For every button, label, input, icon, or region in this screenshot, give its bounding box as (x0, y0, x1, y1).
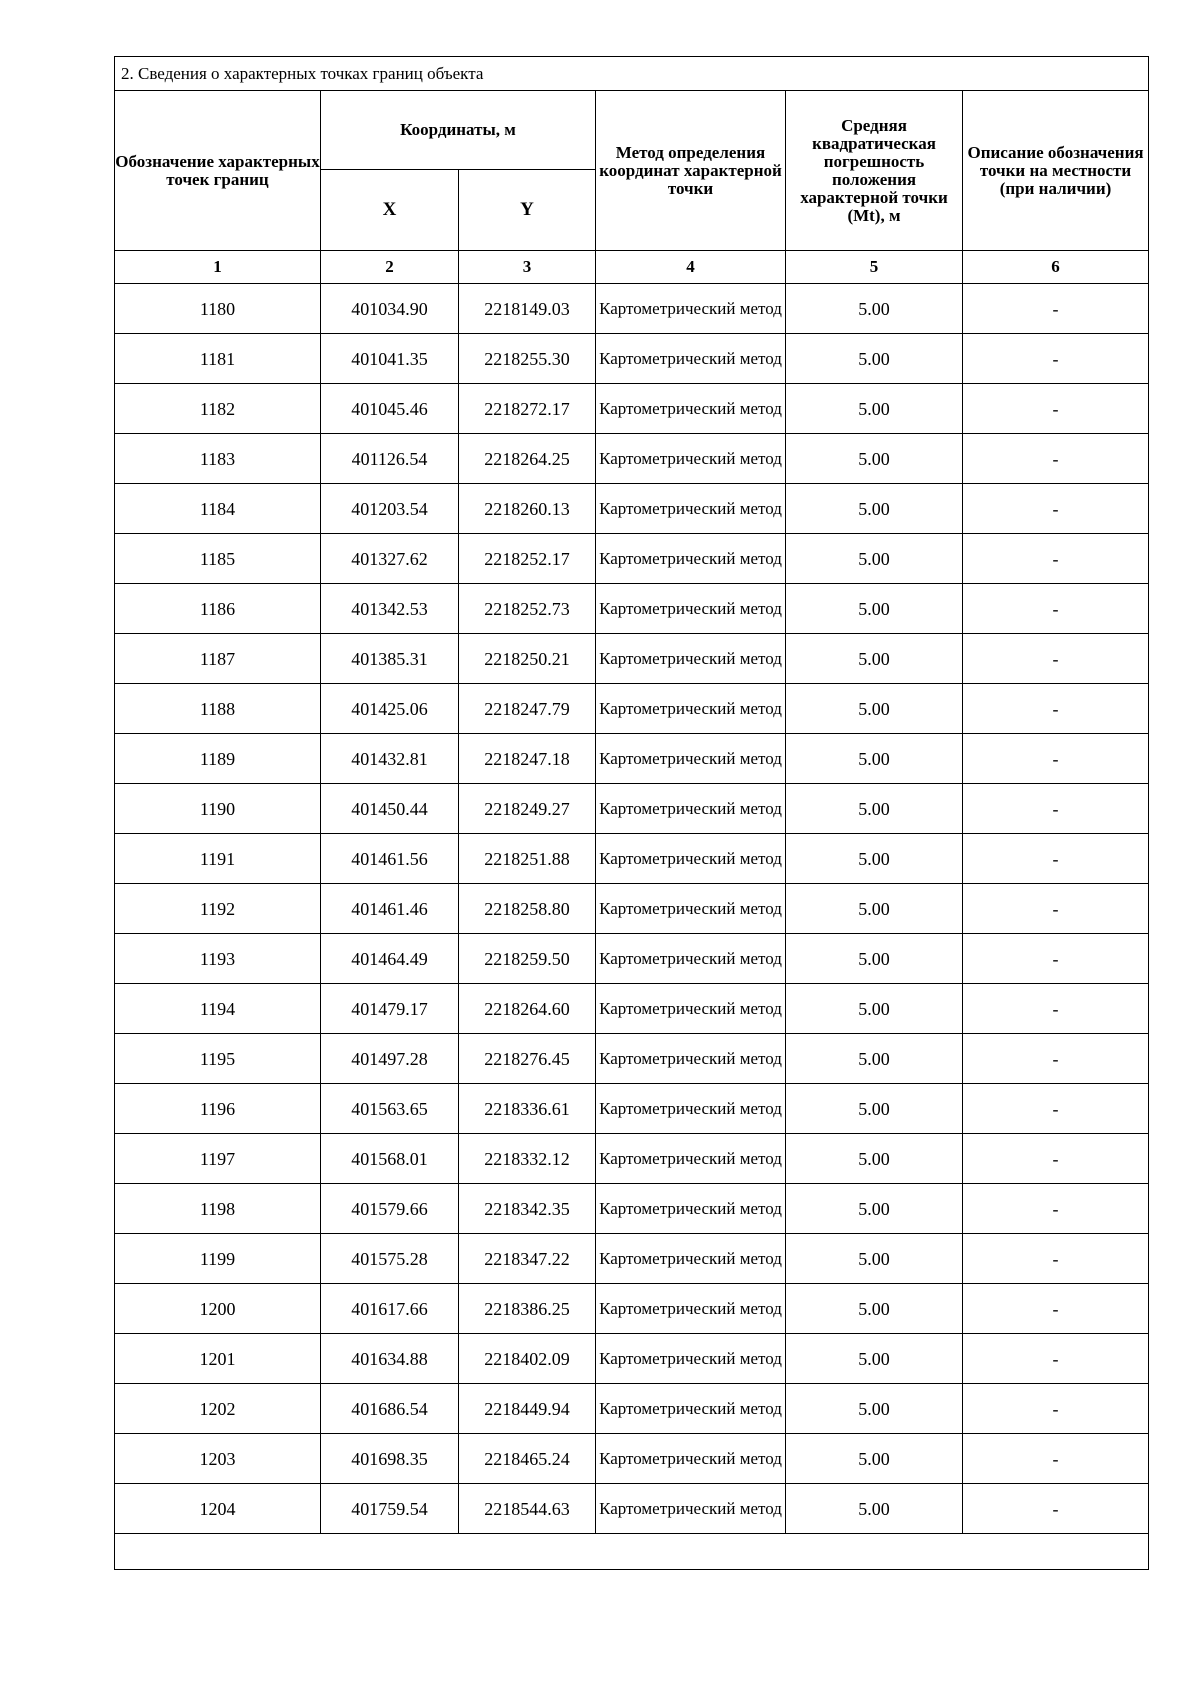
x-coordinate-cell: 401759.54 (321, 1484, 459, 1534)
x-coordinate-cell: 401203.54 (321, 484, 459, 534)
table-row (115, 1434, 1149, 1484)
table-row (115, 1184, 1149, 1234)
error-cell: 5.00 (786, 1484, 963, 1534)
table-row (115, 1084, 1149, 1134)
table-row (115, 884, 1149, 934)
table-row (115, 1034, 1149, 1084)
method-cell: Картометрический метод (596, 1434, 786, 1484)
x-coordinate-cell: 401432.81 (321, 734, 459, 784)
method-cell: Картометрический метод (596, 834, 786, 884)
table-row (115, 1284, 1149, 1334)
method-cell: Картометрический метод (596, 984, 786, 1034)
method-cell: Картометрический метод (596, 1034, 786, 1084)
method-cell: Картометрический метод (596, 684, 786, 734)
point-id-cell: 1200 (115, 1284, 321, 1334)
boundary-points-table (114, 56, 1149, 1570)
description-cell: - (963, 634, 1149, 684)
x-coordinate-cell: 401041.35 (321, 334, 459, 384)
error-cell: 5.00 (786, 1084, 963, 1134)
point-id-cell: 1184 (115, 484, 321, 534)
x-coordinate-cell: 401686.54 (321, 1384, 459, 1434)
column-number: 3 (459, 251, 596, 284)
y-coordinate-cell: 2218258.80 (459, 884, 596, 934)
point-id-cell: 1191 (115, 834, 321, 884)
point-id-cell: 1202 (115, 1384, 321, 1434)
table-row (115, 334, 1149, 384)
y-coordinate-cell: 2218255.30 (459, 334, 596, 384)
point-id-cell: 1193 (115, 934, 321, 984)
x-coordinate-cell: 401479.17 (321, 984, 459, 1034)
table-row (115, 1134, 1149, 1184)
y-coordinate-cell: 2218252.17 (459, 534, 596, 584)
method-cell: Картометрический метод (596, 1234, 786, 1284)
y-coordinate-cell: 2218264.25 (459, 434, 596, 484)
x-coordinate-cell: 401342.53 (321, 584, 459, 634)
y-coordinate-cell: 2218336.61 (459, 1084, 596, 1134)
error-cell: 5.00 (786, 584, 963, 634)
point-id-cell: 1182 (115, 384, 321, 434)
method-cell: Картометрический метод (596, 1484, 786, 1534)
error-cell: 5.00 (786, 1034, 963, 1084)
method-cell: Картометрический метод (596, 1384, 786, 1434)
header-error: Средняя квадратическая погрешность положения характерной точки (Mt), м (786, 91, 963, 251)
table-row (115, 1484, 1149, 1534)
error-cell: 5.00 (786, 284, 963, 334)
description-cell: - (963, 684, 1149, 734)
x-coordinate-cell: 401579.66 (321, 1184, 459, 1234)
x-coordinate-cell: 401327.62 (321, 534, 459, 584)
table-row (115, 834, 1149, 884)
x-coordinate-cell: 401450.44 (321, 784, 459, 834)
point-id-cell: 1189 (115, 734, 321, 784)
error-cell: 5.00 (786, 1434, 963, 1484)
x-coordinate-cell: 401461.56 (321, 834, 459, 884)
table-row (115, 534, 1149, 584)
table-row (115, 284, 1149, 334)
table-row (115, 684, 1149, 734)
description-cell: - (963, 334, 1149, 384)
table-row (115, 1334, 1149, 1384)
description-cell: - (963, 534, 1149, 584)
description-cell: - (963, 834, 1149, 884)
y-coordinate-cell: 2218247.79 (459, 684, 596, 734)
y-coordinate-cell: 2218276.45 (459, 1034, 596, 1084)
description-cell: - (963, 1334, 1149, 1384)
y-coordinate-cell: 2218347.22 (459, 1234, 596, 1284)
method-cell: Картометрический метод (596, 334, 786, 384)
description-cell: - (963, 1134, 1149, 1184)
error-cell: 5.00 (786, 734, 963, 784)
error-cell: 5.00 (786, 1184, 963, 1234)
error-cell: 5.00 (786, 1234, 963, 1284)
y-coordinate-cell: 2218449.94 (459, 1384, 596, 1434)
point-id-cell: 1204 (115, 1484, 321, 1534)
method-cell: Картометрический метод (596, 534, 786, 584)
method-cell: Картометрический метод (596, 784, 786, 834)
method-cell: Картометрический метод (596, 1084, 786, 1134)
point-id-cell: 1185 (115, 534, 321, 584)
description-cell: - (963, 984, 1149, 1034)
description-cell: - (963, 884, 1149, 934)
table-body (115, 284, 1149, 1534)
error-cell: 5.00 (786, 1284, 963, 1334)
description-cell: - (963, 1384, 1149, 1434)
document-sheet (114, 56, 1148, 1570)
header-row (115, 91, 1149, 170)
table-row (115, 1234, 1149, 1284)
error-cell: 5.00 (786, 334, 963, 384)
x-coordinate-cell: 401461.46 (321, 884, 459, 934)
header-description: Описание обозначения точки на местности (при наличии) (963, 91, 1149, 251)
x-coordinate-cell: 401425.06 (321, 684, 459, 734)
x-coordinate-cell: 401617.66 (321, 1284, 459, 1334)
y-coordinate-cell: 2218149.03 (459, 284, 596, 334)
error-cell: 5.00 (786, 434, 963, 484)
description-cell: - (963, 734, 1149, 784)
point-id-cell: 1198 (115, 1184, 321, 1234)
description-cell: - (963, 1284, 1149, 1334)
method-cell: Картометрический метод (596, 884, 786, 934)
error-cell: 5.00 (786, 484, 963, 534)
column-number: 5 (786, 251, 963, 284)
x-coordinate-cell: 401698.35 (321, 1434, 459, 1484)
method-cell: Картометрический метод (596, 434, 786, 484)
y-coordinate-cell: 2218272.17 (459, 384, 596, 434)
method-cell: Картометрический метод (596, 584, 786, 634)
x-coordinate-cell: 401045.46 (321, 384, 459, 434)
header-coordinates: Координаты, м (321, 91, 596, 170)
table-footer-cell (115, 1534, 1149, 1570)
description-cell: - (963, 384, 1149, 434)
error-cell: 5.00 (786, 634, 963, 684)
point-id-cell: 1181 (115, 334, 321, 384)
error-cell: 5.00 (786, 684, 963, 734)
method-cell: Картометрический метод (596, 634, 786, 684)
x-coordinate-cell: 401126.54 (321, 434, 459, 484)
header-designation: Обозначение характерных точек границ (115, 91, 321, 251)
y-coordinate-cell: 2218250.21 (459, 634, 596, 684)
point-id-cell: 1192 (115, 884, 321, 934)
header-method: Метод определения координат характерной точки (596, 91, 786, 251)
section-title: 2. Сведения о характерных точках границ объекта (115, 57, 1149, 91)
x-coordinate-cell: 401575.28 (321, 1234, 459, 1284)
y-coordinate-cell: 2218465.24 (459, 1434, 596, 1484)
error-cell: 5.00 (786, 1134, 963, 1184)
table-row (115, 434, 1149, 484)
description-cell: - (963, 1084, 1149, 1134)
error-cell: 5.00 (786, 934, 963, 984)
point-id-cell: 1183 (115, 434, 321, 484)
table-footer-row (115, 1534, 1149, 1570)
point-id-cell: 1194 (115, 984, 321, 1034)
description-cell: - (963, 1034, 1149, 1084)
method-cell: Картометрический метод (596, 1184, 786, 1234)
error-cell: 5.00 (786, 984, 963, 1034)
y-coordinate-cell: 2218332.12 (459, 1134, 596, 1184)
x-coordinate-cell: 401034.90 (321, 284, 459, 334)
y-coordinate-cell: 2218252.73 (459, 584, 596, 634)
method-cell: Картометрический метод (596, 1134, 786, 1184)
point-id-cell: 1190 (115, 784, 321, 834)
method-cell: Картометрический метод (596, 934, 786, 984)
y-coordinate-cell: 2218544.63 (459, 1484, 596, 1534)
column-number: 1 (115, 251, 321, 284)
point-id-cell: 1188 (115, 684, 321, 734)
point-id-cell: 1203 (115, 1434, 321, 1484)
description-cell: - (963, 434, 1149, 484)
y-coordinate-cell: 2218264.60 (459, 984, 596, 1034)
error-cell: 5.00 (786, 1334, 963, 1384)
y-coordinate-cell: 2218247.18 (459, 734, 596, 784)
error-cell: 5.00 (786, 784, 963, 834)
column-number: 6 (963, 251, 1149, 284)
error-cell: 5.00 (786, 534, 963, 584)
point-id-cell: 1186 (115, 584, 321, 634)
y-coordinate-cell: 2218342.35 (459, 1184, 596, 1234)
x-coordinate-cell: 401385.31 (321, 634, 459, 684)
point-id-cell: 1196 (115, 1084, 321, 1134)
description-cell: - (963, 1484, 1149, 1534)
method-cell: Картометрический метод (596, 1334, 786, 1384)
description-cell: - (963, 1184, 1149, 1234)
method-cell: Картометрический метод (596, 384, 786, 434)
x-coordinate-cell: 401563.65 (321, 1084, 459, 1134)
table-row (115, 784, 1149, 834)
table-row (115, 934, 1149, 984)
description-cell: - (963, 784, 1149, 834)
column-number: 2 (321, 251, 459, 284)
point-id-cell: 1195 (115, 1034, 321, 1084)
description-cell: - (963, 584, 1149, 634)
table-row (115, 384, 1149, 434)
y-coordinate-cell: 2218251.88 (459, 834, 596, 884)
point-id-cell: 1187 (115, 634, 321, 684)
description-cell: - (963, 1234, 1149, 1284)
point-id-cell: 1199 (115, 1234, 321, 1284)
y-coordinate-cell: 2218249.27 (459, 784, 596, 834)
section-title-row (115, 57, 1149, 91)
error-cell: 5.00 (786, 384, 963, 434)
table-row (115, 634, 1149, 684)
table-row (115, 484, 1149, 534)
point-id-cell: 1197 (115, 1134, 321, 1184)
header-x: X (321, 170, 459, 251)
point-id-cell: 1201 (115, 1334, 321, 1384)
method-cell: Картометрический метод (596, 484, 786, 534)
table-row (115, 584, 1149, 634)
y-coordinate-cell: 2218259.50 (459, 934, 596, 984)
column-number: 4 (596, 251, 786, 284)
point-id-cell: 1180 (115, 284, 321, 334)
y-coordinate-cell: 2218402.09 (459, 1334, 596, 1384)
x-coordinate-cell: 401634.88 (321, 1334, 459, 1384)
description-cell: - (963, 484, 1149, 534)
error-cell: 5.00 (786, 884, 963, 934)
table-row (115, 734, 1149, 784)
column-number-row (115, 251, 1149, 284)
table-row (115, 1384, 1149, 1434)
description-cell: - (963, 284, 1149, 334)
x-coordinate-cell: 401568.01 (321, 1134, 459, 1184)
error-cell: 5.00 (786, 1384, 963, 1434)
error-cell: 5.00 (786, 834, 963, 884)
description-cell: - (963, 1434, 1149, 1484)
header-y: Y (459, 170, 596, 251)
x-coordinate-cell: 401464.49 (321, 934, 459, 984)
method-cell: Картометрический метод (596, 734, 786, 784)
description-cell: - (963, 934, 1149, 984)
x-coordinate-cell: 401497.28 (321, 1034, 459, 1084)
table-row (115, 984, 1149, 1034)
y-coordinate-cell: 2218386.25 (459, 1284, 596, 1334)
y-coordinate-cell: 2218260.13 (459, 484, 596, 534)
method-cell: Картометрический метод (596, 284, 786, 334)
method-cell: Картометрический метод (596, 1284, 786, 1334)
